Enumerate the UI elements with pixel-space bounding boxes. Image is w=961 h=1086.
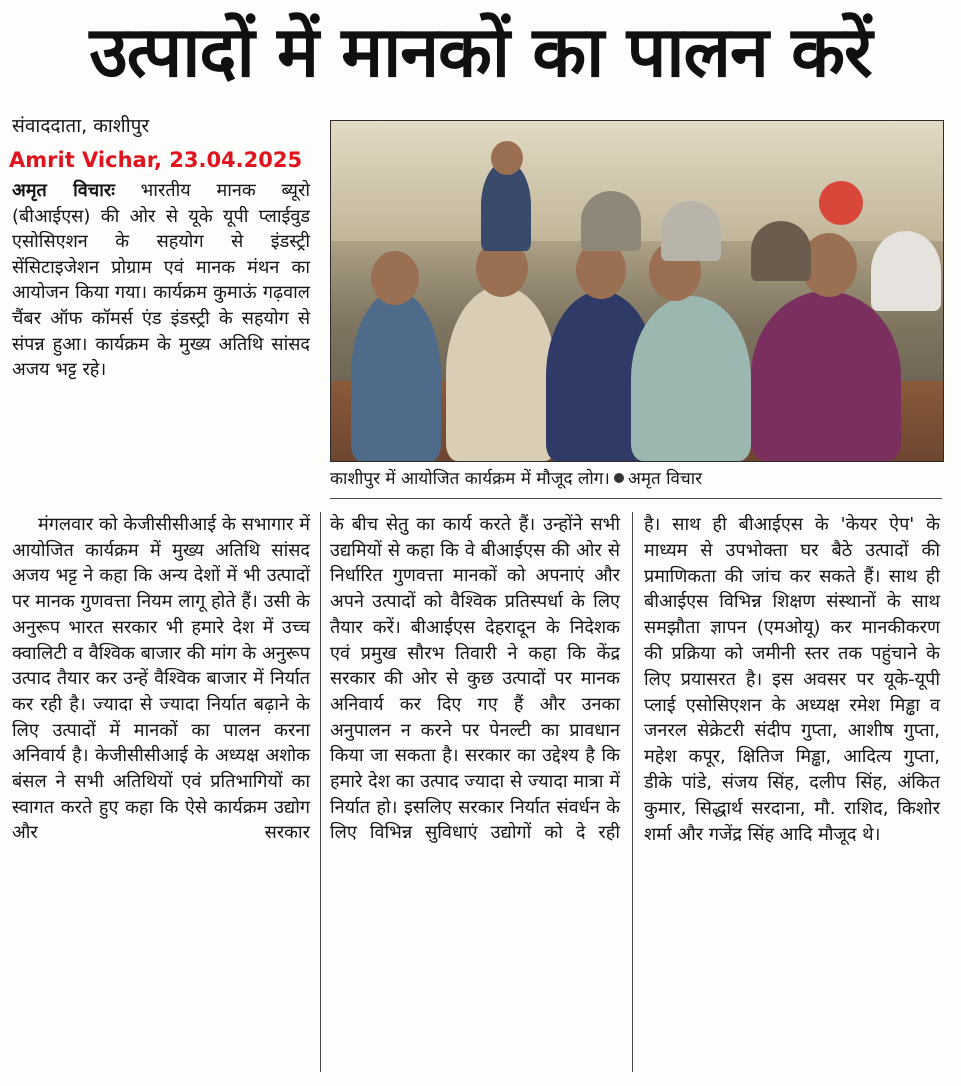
photo-person [631,296,751,461]
photo-person-head [371,251,419,305]
photo-credit: अमृत विचार [627,469,703,489]
event-photo [330,120,944,462]
photo-person [661,201,721,261]
photo-person-head [491,141,523,175]
photo-person [751,291,901,461]
intro-lead: अमृत विचारः [12,180,115,201]
photo-caption [330,466,942,492]
column-divider [320,512,321,1072]
caption-divider [330,498,942,499]
article-column-2: के बीच सेतु का कार्य करते हैं। उन्होंने सभी उद्यमियों से कहा कि वे बीआईएस की ओर से निर्धारित गुणवत्ता मानकों को अपनाएं और अपने उत्पादों को वैश्विक प्रतिस्पर्धा के लिए तैयार करें। बीआईएस देहरादून के निदेशक एवं प्रमुख सौरभ तिवारी ने कहा कि केंद्र सरकार की ओर से कुछ उत्पादों पर मानक अनिवार्य कर दिए गए हैं और उनका अनुपालन न करने पर पेनल्टी का प्रावधान किया जा सकता है। सरकार का उद्देश्य है कि हमारे देश का उत्पाद ज्यादा से ज्यादा मात्रा में निर्यात हो। इसलिए सरकार निर्यात संवर्धन के लिए विभिन्न सुविधाएं उद्योगों को दे रही [330,514,620,844]
byline: संवाददाता, काशीपुर [12,115,150,137]
article-column-1: मंगलवार को केजीसीसीआई के सभागार में आयोजित कार्यक्रम में मुख्य अतिथि सांसद अजय भट्ट ने कहा कि अन्य देशों में भी उत्पादों पर मानक गुणवत्ता नियम लागू होते हैं। उसी के अनुरूप भारत सरकार भी हमारे देश में उच्च क्वालिटी व वैश्विक बाजार की मांग के अनुरूप उत्पाद तैयार कर उन्हें वैश्विक बाजार में निर्यात कर रही है। ज्यादा से ज्यादा निर्यात बढ़ाने के लिए उत्पादों में मानकों का पालन करना अनिवार्य है। केजीसीसीआई के अध्यक्ष अशोक बंसल ने सभी अतिथियों एवं प्रतिभागियों का स्वागत करते हुए कहा कि ऐसे कार्यक्रम उद्योग और सरकार [12,514,310,844]
photo-person [351,291,441,461]
column-divider [632,512,633,1072]
publication-date-stamp: Amrit Vichar, 23.04.2025 [9,148,303,172]
credit-icon [614,473,624,483]
photo-person-head [819,181,863,225]
headline: उत्पादों में मानकों का पालन करें [89,11,872,93]
intro-paragraph [12,178,310,383]
photo-person [751,221,811,281]
photo-person [871,231,941,311]
article-column-3: है। साथ ही बीआईएस के 'केयर ऐप' के माध्यम से उपभोक्ता घर बैठे उत्पादों की प्रमाणिकता की जांच कर सकते हैं। साथ ही बीआईएस विभिन्न शिक्षण संस्थानों के साथ समझौता ज्ञापन (एमओयू) कर मानकीकरण की प्रक्रिया को जमीनी स्तर तक पहुंचाने के लिए प्रयासरत है। इस अवसर पर यूके-यूपी प्लाई एसोसिएशन के अध्यक्ष रमेश मिड्ढा व जनरल सेक्रेटरी संदीप गुप्ता, आशीष गुप्ता, महेश कपूर, क्षितिज मिड्ढा, आदित्य गुप्ता, डीके पांडे, संजय सिंह, दलीप सिंह, अंकित कुमार, सिद्धार्थ सरदाना, मौ. राशिद, किशोर शर्मा और गजेंद्र सिंह आदि मौजूद थे। [644,514,940,845]
photo-person [446,286,556,461]
photo-person [581,191,641,251]
caption-text: काशीपुर में आयोजित कार्यक्रम में मौजूद लोग। [330,469,610,489]
intro-text: भारतीय मानक ब्यूरो (बीआईएस) की ओर से यूके यूपी प्लाईवुड एसोसिएशन के सहयोग से इंडस्ट्री सेंसिटाइजेशन प्रोग्राम एवं मानक मंथन का आयोजन किया गया। कार्यक्रम कुमाऊं गढ़वाल चैंबर ऑफ कॉमर्स एंड इंडस्ट्री के सहयोग से संपन्न हुआ। कार्यक्रम के मुख्य अतिथि सांसद अजय भट्ट रहे। [12,180,310,381]
